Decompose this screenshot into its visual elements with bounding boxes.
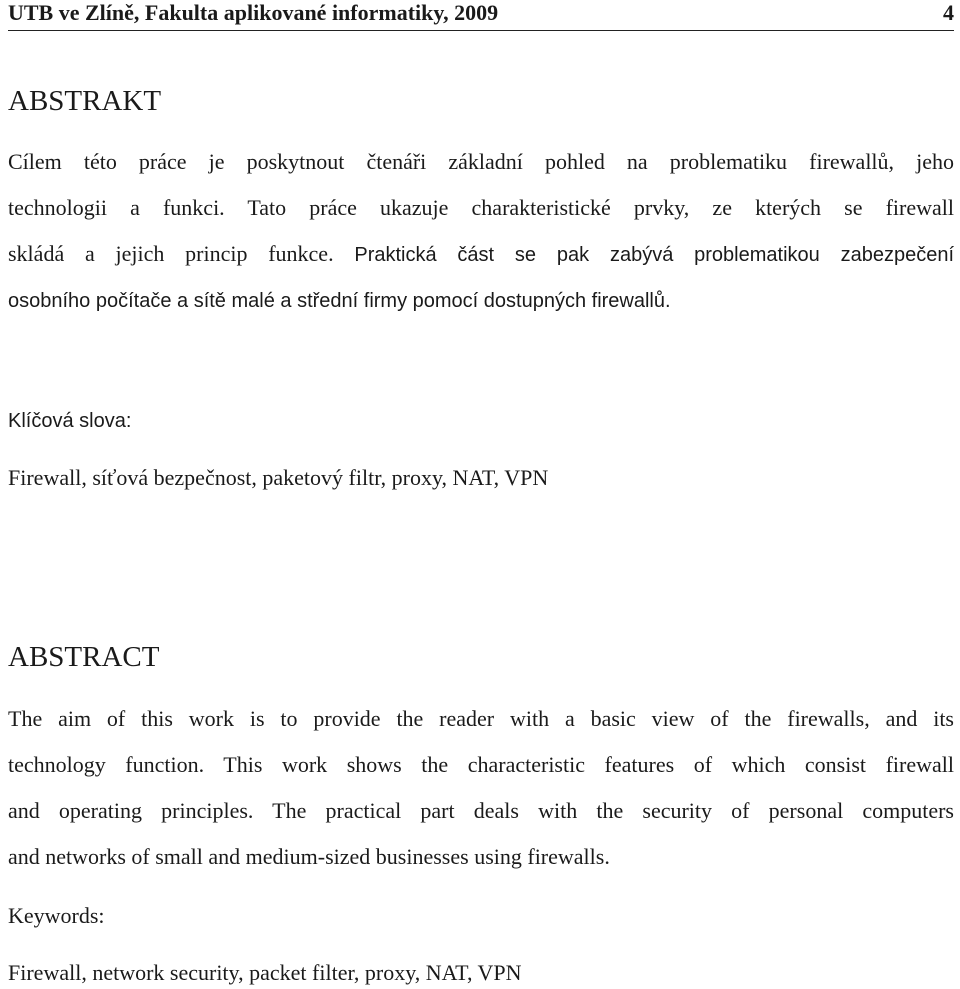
abstract-line: technology function. This work shows the characteristic features of which consist firewall [8,752,954,777]
header-title: UTB ve Zlíně, Fakulta aplikované informatiky, 2009 [8,0,499,25]
abstract-line: and operating principles. The practical part deals with the security of personal computers [8,798,954,823]
abstrakt-keywords: Firewall, síťová bezpečnost, paketový filtr, proxy, NAT, VPN [8,465,549,490]
running-header [8,0,954,31]
abstrakt-heading: ABSTRAKT [8,85,162,117]
abstract-paragraph [8,696,954,880]
abstrakt-line: Cílem této práce je poskytnout čtenáři základní pohled na problematiku firewallů, jeho [8,149,954,174]
abstrakt-line-split [8,231,954,278]
abstrakt-paragraph [8,139,954,324]
abstract-keywords: Firewall, network security, packet filter, proxy, NAT, VPN [8,960,522,985]
abstrakt-line-sans-part: Praktická část se pak zabývá problematikou zabezpečení [354,244,955,266]
abstract-line: and networks of small and medium-sized businesses using firewalls. [8,844,610,869]
abstract-keywords-label: Keywords: [8,903,105,928]
abstrakt-line: osobního počítače a sítě malé a střední firmy pomocí dostupných firewallů. [8,290,671,312]
abstract-heading: ABSTRACT [8,641,160,673]
abstrakt-line: technologii a funkci. Tato práce ukazuje charakteristické prvky, ze kterých se firewall [8,195,954,220]
page-number: 4 [943,0,954,25]
abstrakt-line-serif-part: skládá a jejich princip funkce. [8,241,334,266]
abstrakt-keywords-label: Klíčová slova: [8,410,132,432]
abstract-line: The aim of this work is to provide the reader with a basic view of the firewalls, and its [8,706,954,731]
